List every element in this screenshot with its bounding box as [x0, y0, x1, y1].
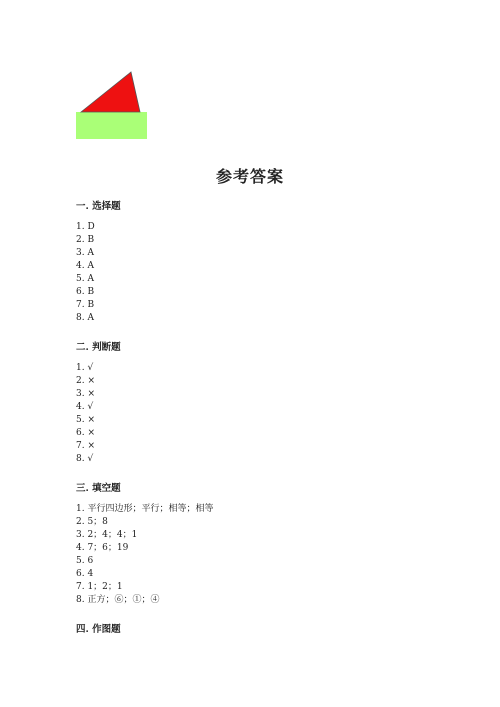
- answer-item: 7. ×: [76, 441, 95, 451]
- answer-item: 1. √: [76, 363, 94, 373]
- answer-item: 5. ×: [76, 415, 95, 425]
- answer-item: 8. 正方；⑥；①；④: [76, 595, 160, 605]
- answer-item: 2. B: [76, 235, 95, 245]
- answer-item: 3. A: [76, 248, 94, 258]
- answer-item: 7. B: [76, 300, 95, 310]
- section-title-judgment: 二. 判断题: [76, 342, 121, 353]
- judgment-answer-list: [76, 362, 95, 466]
- answer-item: 4. √: [76, 402, 94, 412]
- answer-item: 3. ×: [76, 389, 95, 399]
- page-title: 参考答案: [215, 167, 284, 186]
- section-title-fill-blank: 三. 填空题: [76, 483, 121, 494]
- answer-item: 1. D: [76, 222, 95, 232]
- section-title-choice: 一. 选择题: [76, 201, 121, 212]
- answer-item: 5. A: [76, 274, 94, 284]
- answer-item: 5. 6: [76, 556, 94, 566]
- choice-answer-list: [76, 221, 95, 325]
- section-title-drawing: 四. 作图题: [76, 624, 121, 635]
- answer-item: 8. √: [76, 454, 94, 464]
- green-rectangle: [76, 112, 147, 139]
- answer-item: 2. 5；8: [76, 517, 108, 527]
- answer-item: 6. 4: [76, 569, 94, 579]
- answer-item: 4. 7；6；19: [76, 543, 129, 553]
- answer-item: 6. B: [76, 287, 95, 297]
- answer-item: 1. 平行四边形；平行；相等；相等: [76, 504, 214, 514]
- answer-item: 8. A: [76, 313, 94, 323]
- shape-figure: [76, 70, 148, 140]
- answer-item: 6. ×: [76, 428, 95, 438]
- fill-blank-answer-list: [76, 503, 213, 607]
- answer-item: 7. 1；2；1: [76, 582, 123, 592]
- red-triangle: [81, 72, 140, 112]
- answer-item: 2. ×: [76, 376, 95, 386]
- answer-item: 4. A: [76, 261, 94, 271]
- answer-item: 3. 2；4；4；1: [76, 530, 138, 540]
